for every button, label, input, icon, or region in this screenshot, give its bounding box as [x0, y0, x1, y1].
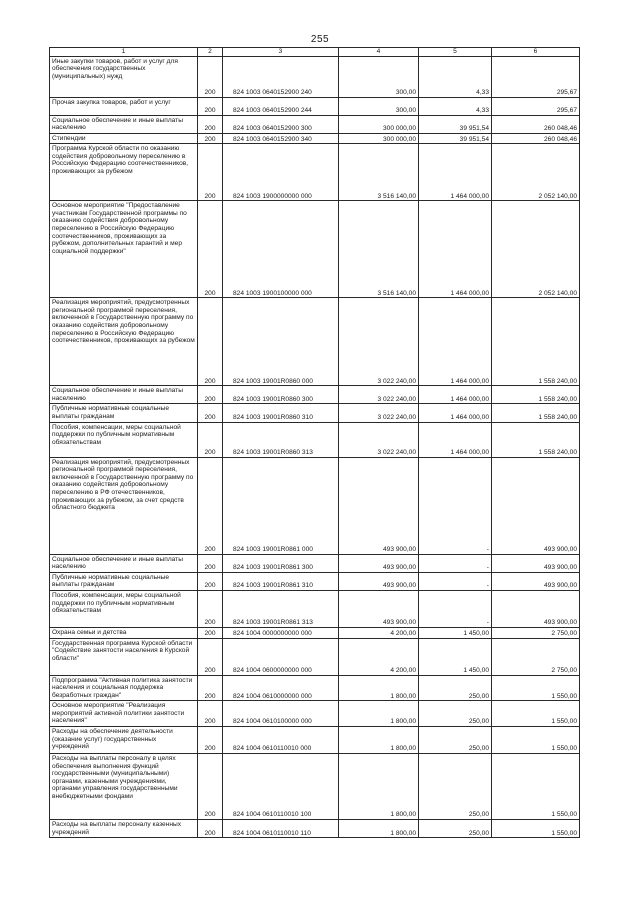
row-approved-cell: 300 000,00: [339, 133, 419, 144]
table-row: [50, 404, 580, 422]
row-remaining-cell: 1 558 240,00: [492, 386, 580, 404]
row-code-cell: 200: [198, 701, 223, 727]
row-approved-cell: 4 200,00: [339, 638, 419, 675]
row-remaining-cell: 260 048,46: [492, 115, 580, 133]
row-name-cell: Публичные нормативные социальные выплаты гражданам: [50, 404, 198, 422]
row-approved-cell: 300,00: [339, 97, 419, 115]
row-remaining-cell: 2 750,00: [492, 627, 580, 638]
row-executed-cell: 250,00: [419, 819, 492, 837]
row-name-cell: Подпрограмма "Активная политика занятости населения и социальная поддержка безработных граждан": [50, 675, 198, 701]
row-remaining-cell: 1 558 240,00: [492, 404, 580, 422]
column-header: 1: [50, 48, 198, 57]
row-code-cell: 200: [198, 56, 223, 97]
row-executed-cell: 39 951,54: [419, 115, 492, 133]
row-executed-cell: 250,00: [419, 675, 492, 701]
row-kbk-cell: 824 1004 0600000000 000: [223, 638, 339, 675]
row-approved-cell: 300 000,00: [339, 115, 419, 133]
row-code-cell: 200: [198, 97, 223, 115]
table-row: [50, 298, 580, 386]
budget-execution-table: [49, 47, 580, 838]
row-approved-cell: 300,00: [339, 56, 419, 97]
row-name-cell: Основное мероприятие "Предоставление участникам Государственной программы по оказанию содействия добровольному переселению в Российскую Федерацию соотечественников, проживающих за рубежом, дополнительных гарантий и мер социальной поддержки": [50, 201, 198, 298]
row-kbk-cell: 824 1003 1900000000 000: [223, 144, 339, 201]
row-name-cell: Реализация мероприятий, предусмотренных региональной программой переселения, включенной в Государственную программу по оказанию содействия добровольному переселению в РФ отечественников, проживающих за рубежом, за счет средств областного бюджета: [50, 457, 198, 554]
row-executed-cell: 4,33: [419, 56, 492, 97]
row-remaining-cell: 1 558 240,00: [492, 298, 580, 386]
row-code-cell: 200: [198, 386, 223, 404]
row-remaining-cell: 493 900,00: [492, 554, 580, 572]
row-approved-cell: 493 900,00: [339, 590, 419, 627]
row-kbk-cell: 824 1003 19001R0860 310: [223, 404, 339, 422]
row-approved-cell: 3 022 240,00: [339, 422, 419, 457]
row-kbk-cell: 824 1004 0610110010 100: [223, 753, 339, 819]
column-header: 4: [339, 48, 419, 57]
row-executed-cell: -: [419, 554, 492, 572]
row-code-cell: 200: [198, 819, 223, 837]
row-name-cell: Социальное обеспечение и иные выплаты населению: [50, 115, 198, 133]
row-name-cell: Публичные нормативные социальные выплаты гражданам: [50, 572, 198, 590]
row-code-cell: 200: [198, 675, 223, 701]
row-kbk-cell: 824 1003 19001R0861 310: [223, 572, 339, 590]
row-name-cell: Реализация мероприятий, предусмотренных региональной программой переселения, включенной в Государственную программу по оказанию содействия добровольному переселению в Российскую Федерацию соотечественников, проживающих за рубежом: [50, 298, 198, 386]
row-code-cell: 200: [198, 627, 223, 638]
row-remaining-cell: 1 550,00: [492, 726, 580, 753]
row-remaining-cell: 493 900,00: [492, 572, 580, 590]
row-kbk-cell: 824 1003 19001R0861 300: [223, 554, 339, 572]
row-name-cell: Стипендии: [50, 133, 198, 144]
column-header: 3: [223, 48, 339, 57]
table-row: [50, 572, 580, 590]
table-row: [50, 675, 580, 701]
row-kbk-cell: 824 1003 19001R0860 313: [223, 422, 339, 457]
row-name-cell: Государственная программа Курской области "Содействие занятости населения в Курской области": [50, 638, 198, 675]
row-remaining-cell: 1 550,00: [492, 701, 580, 727]
row-remaining-cell: 2 750,00: [492, 638, 580, 675]
table-row: [50, 701, 580, 727]
table-row: [50, 638, 580, 675]
row-remaining-cell: 2 052 140,00: [492, 144, 580, 201]
row-remaining-cell: 1 558 240,00: [492, 422, 580, 457]
row-remaining-cell: 2 052 140,00: [492, 201, 580, 298]
row-code-cell: 200: [198, 572, 223, 590]
row-code-cell: 200: [198, 554, 223, 572]
row-name-cell: Пособия, компенсации, меры социальной поддержки по публичным нормативным обязательствам: [50, 590, 198, 627]
table-row: [50, 133, 580, 144]
row-executed-cell: 250,00: [419, 701, 492, 727]
row-approved-cell: 1 800,00: [339, 819, 419, 837]
row-remaining-cell: 493 900,00: [492, 590, 580, 627]
column-number-row: [50, 48, 580, 57]
row-remaining-cell: 1 550,00: [492, 675, 580, 701]
row-name-cell: Пособия, компенсации, меры социальной поддержки по публичным нормативным обязательствам: [50, 422, 198, 457]
row-executed-cell: 1 464 000,00: [419, 422, 492, 457]
row-approved-cell: 1 800,00: [339, 726, 419, 753]
row-code-cell: 200: [198, 590, 223, 627]
row-kbk-cell: 824 1003 19001R0861 313: [223, 590, 339, 627]
row-name-cell: Охрана семьи и детства: [50, 627, 198, 638]
row-code-cell: 200: [198, 404, 223, 422]
row-executed-cell: 1 464 000,00: [419, 386, 492, 404]
row-code-cell: 200: [198, 457, 223, 554]
row-remaining-cell: 295,67: [492, 56, 580, 97]
row-approved-cell: 3 022 240,00: [339, 404, 419, 422]
row-kbk-cell: 824 1004 0610100000 000: [223, 701, 339, 727]
row-approved-cell: 493 900,00: [339, 572, 419, 590]
row-remaining-cell: 1 550,00: [492, 819, 580, 837]
row-approved-cell: 3 516 140,00: [339, 144, 419, 201]
row-name-cell: Социальное обеспечение и иные выплаты населению: [50, 386, 198, 404]
table-row: [50, 144, 580, 201]
column-header: 5: [419, 48, 492, 57]
row-remaining-cell: 1 550,00: [492, 753, 580, 819]
row-executed-cell: 1 464 000,00: [419, 201, 492, 298]
row-code-cell: 200: [198, 726, 223, 753]
row-kbk-cell: 824 1003 19001R0860 000: [223, 298, 339, 386]
table-row: [50, 201, 580, 298]
row-executed-cell: 250,00: [419, 753, 492, 819]
row-kbk-cell: 824 1003 19001R0861 000: [223, 457, 339, 554]
row-kbk-cell: 824 1004 0000000000 000: [223, 627, 339, 638]
row-name-cell: Основное мероприятие "Реализация мероприятий активной политики занятости населения": [50, 701, 198, 727]
row-name-cell: Прочая закупка товаров, работ и услуг: [50, 97, 198, 115]
row-kbk-cell: 824 1003 0640152900 240: [223, 56, 339, 97]
row-name-cell: Расходы на обеспечение деятельности (оказание услуг) государственных учреждений: [50, 726, 198, 753]
row-executed-cell: -: [419, 572, 492, 590]
row-remaining-cell: 260 048,46: [492, 133, 580, 144]
table-row: [50, 457, 580, 554]
row-name-cell: Социальное обеспечение и иные выплаты населению: [50, 554, 198, 572]
table-row: [50, 115, 580, 133]
row-executed-cell: 4,33: [419, 97, 492, 115]
row-name-cell: Программа Курской области по оказанию содействия добровольному переселению в Российскую Федерацию соотечественников, проживающих за рубежом: [50, 144, 198, 201]
row-kbk-cell: 824 1004 0610000000 000: [223, 675, 339, 701]
row-kbk-cell: 824 1004 0610110010 110: [223, 819, 339, 837]
row-name-cell: Иные закупки товаров, работ и услуг для обеспечения государственных (муниципальных) нужд: [50, 56, 198, 97]
column-header: 6: [492, 48, 580, 57]
row-kbk-cell: 824 1003 19001R0860 300: [223, 386, 339, 404]
row-approved-cell: 493 900,00: [339, 457, 419, 554]
row-code-cell: 200: [198, 115, 223, 133]
row-approved-cell: 1 800,00: [339, 753, 419, 819]
table-row: [50, 97, 580, 115]
row-code-cell: 200: [198, 298, 223, 386]
row-executed-cell: 1 464 000,00: [419, 144, 492, 201]
row-name-cell: Расходы на выплаты персоналу в целях обеспечения выполнения функций государственными (муниципальными) органами, казенными учреждениями, органами управления государственными внебюджетными фондами: [50, 753, 198, 819]
row-remaining-cell: 493 900,00: [492, 457, 580, 554]
table-row: [50, 819, 580, 837]
row-kbk-cell: 824 1004 0610110010 000: [223, 726, 339, 753]
column-header: 2: [198, 48, 223, 57]
row-code-cell: 200: [198, 422, 223, 457]
table-body: [50, 56, 580, 838]
row-approved-cell: 493 900,00: [339, 554, 419, 572]
row-approved-cell: 3 022 240,00: [339, 298, 419, 386]
row-executed-cell: 1 450,00: [419, 627, 492, 638]
page-number: 255: [310, 34, 330, 45]
table-row: [50, 422, 580, 457]
row-kbk-cell: 824 1003 0640152900 340: [223, 133, 339, 144]
row-executed-cell: 39 951,54: [419, 133, 492, 144]
table-row: [50, 726, 580, 753]
table-row: [50, 627, 580, 638]
row-code-cell: 200: [198, 144, 223, 201]
row-remaining-cell: 295,67: [492, 97, 580, 115]
row-code-cell: 200: [198, 638, 223, 675]
row-executed-cell: 1 464 000,00: [419, 404, 492, 422]
table-row: [50, 590, 580, 627]
row-approved-cell: 1 800,00: [339, 675, 419, 701]
row-code-cell: 200: [198, 201, 223, 298]
row-kbk-cell: 824 1003 0640152900 244: [223, 97, 339, 115]
row-executed-cell: -: [419, 457, 492, 554]
row-code-cell: 200: [198, 753, 223, 819]
table-row: [50, 554, 580, 572]
row-executed-cell: -: [419, 590, 492, 627]
table-row: [50, 56, 580, 97]
row-executed-cell: 250,00: [419, 726, 492, 753]
row-kbk-cell: 824 1003 0640152900 300: [223, 115, 339, 133]
table-row: [50, 753, 580, 819]
row-executed-cell: 1 450,00: [419, 638, 492, 675]
table-row: [50, 386, 580, 404]
row-name-cell: Расходы на выплаты персоналу казенных учреждений: [50, 819, 198, 837]
row-executed-cell: 1 464 000,00: [419, 298, 492, 386]
row-code-cell: 200: [198, 133, 223, 144]
row-approved-cell: 1 800,00: [339, 701, 419, 727]
row-approved-cell: 3 516 140,00: [339, 201, 419, 298]
row-approved-cell: 3 022 240,00: [339, 386, 419, 404]
row-kbk-cell: 824 1003 1900100000 000: [223, 201, 339, 298]
row-approved-cell: 4 200,00: [339, 627, 419, 638]
